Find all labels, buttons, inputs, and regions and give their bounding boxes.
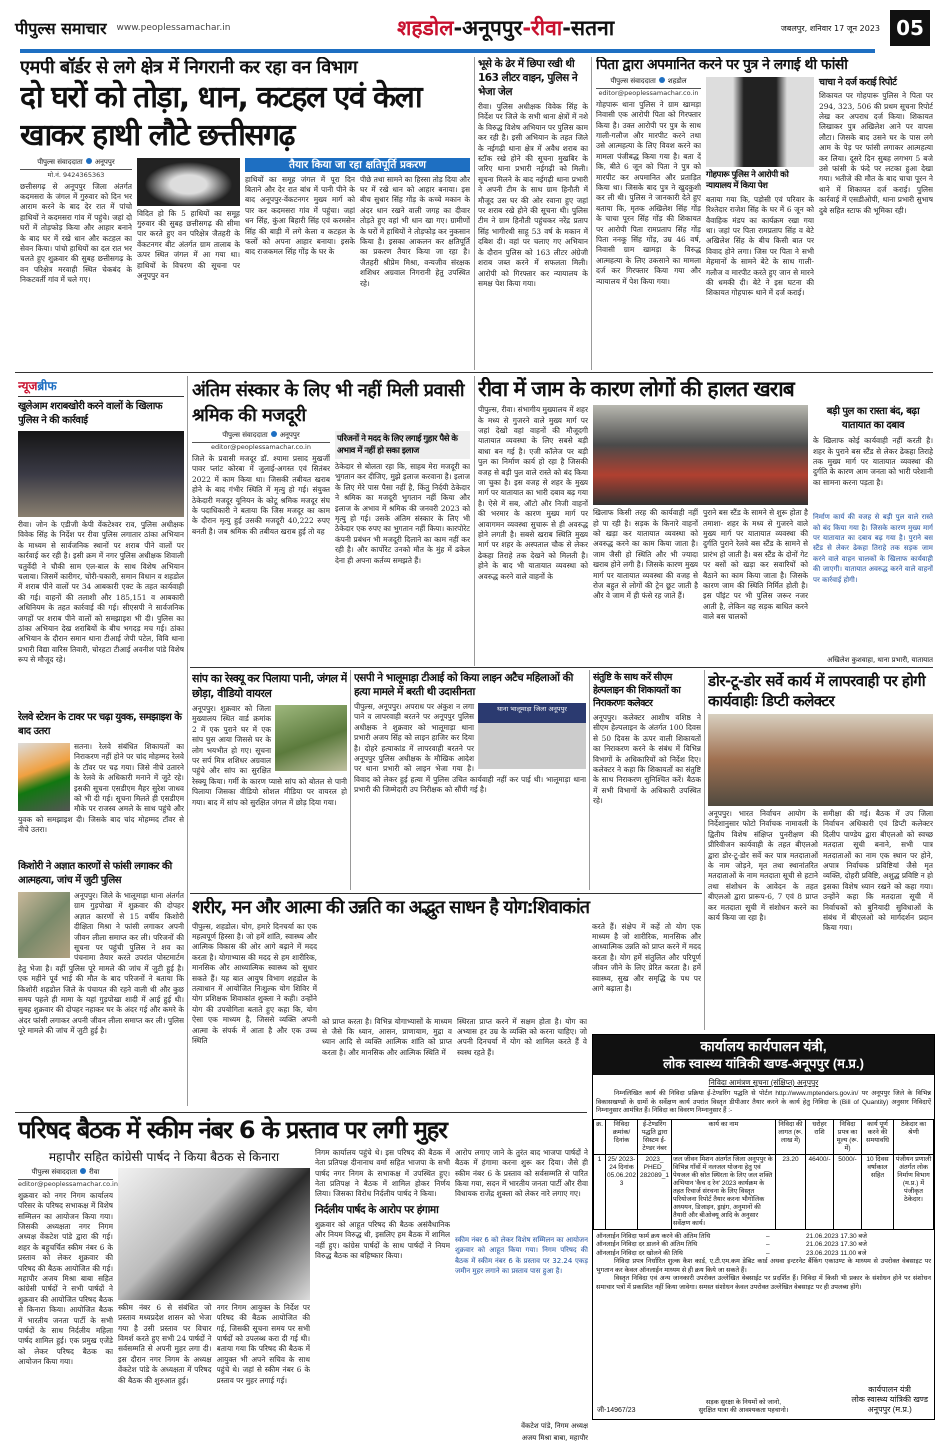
tender-table: [593, 1119, 934, 1230]
slogan-line: सड़क सुरक्षा के नियमों को जानो,: [705, 1399, 782, 1406]
council-story: [18, 1116, 588, 1443]
police-station-sign: थाना भालूमाड़ा जिला अनूपपुर: [497, 705, 567, 713]
brief-item-tower: [18, 742, 184, 857]
wages-subhead: परिजनों ने मदद के लिए लगाई गुहार पैसे के अभाव में नहीं हो सका इलाज: [335, 431, 470, 459]
door-body-col1: अनूपपुर। भारत निर्वाचन आयोग के निर्देशानुसार फोटो निर्वाचक नामावली के द्वितीय विशेष संक्षिप्त पुनरीक्षण की प्रीरिवीजन कार्यवाही के तहत बीएलओ द्वारा डोर-टू-डोर सर्वे कर पात्र मतदाताओं के नाम जोड़ने, मृत तथा स्थानांतरित मतदाताओं के नाम मतदाता सूची से हटाने तथा संशोधन के आवेदन के तहत बीएलओ द्वारा प्रारूप-6, 7 एवं 8 प्राप्त कर मतदाता सूची में संशोधन करने का कार्य किया जा रहा है।: [708, 809, 818, 923]
bullet-icon: [271, 431, 277, 437]
date-label: ऑनलाईन निविदा दर खोलने की तिथि: [596, 1249, 683, 1257]
liquor-body: रीवा। पुलिस अधीक्षक विवेक सिंह के निर्देश पर जिले के सभी थाना क्षेत्रों में नशे के विरुद्ध विशेष अभियान पर पुलिस काम कर रही है। इसी अभियान के तहत जिले के नईगढ़ी थाना क्षेत्र में अवैध शराब का स्टॉक रखे होने की सूचना मुखबिर के जरिए थाना प्रभारी नईगढ़ी को मिली। सूचना मिलने के बाद नईगढ़ी थाना प्रभारी ने अपनी टीम के साथ ग्राम हिनौती में मौजूद उस घर की ओर रवाना हुए जहां पर शराब रखे होने की सूचना थी। पुलिस टीम ने ग्राम हिनौती पहुंचकर नरेंद्र प्रताप सिंह भागीरथी साहू 53 वर्ष के मकान में दबिश दी। वहां पर चलाए गए अभियान के दौरान पुलिस को 163 लीटर अंग्रेजी शराब जब्त करने में सफलता मिली। आरोपी को गिरफ्तार कर न्यायालय के समक्ष पेश किया गया।: [478, 102, 588, 288]
table-row: [594, 1154, 934, 1229]
date-row: [596, 1250, 931, 1259]
cell: 1: [594, 1154, 606, 1229]
sp-story: [354, 671, 586, 890]
council-photo: [118, 1168, 310, 1300]
lead-body-col3: हाथियों का समूह जंगल में पूरा दिन बिताने और देर रात बांध में पानी पीने के बाद अनूपपुर-वेंकटनगर मुख्य मार्ग को पार कर कदमसरा गांव में पहुंचा। जहां धन सिंह, कुंआ बिहारी सिंह एवं करमसेन सिंह की बाड़ी में लगे केला व कटहल के फलों को अपना आहार बनाया। इसके बाद राजकमल सिंह गोंड़ के घर के: [245, 174, 355, 257]
wages-headline: अंतिम संस्कार के लिए भी नहीं मिली प्रवासी श्रमिक की मजदूरी: [192, 380, 465, 426]
brief-headline: किशोरी ने अज्ञात कारणों से फांसी लगाकर की आत्महत्या, जांच में जुटी पुलिस: [18, 861, 172, 886]
lead-body-col4: पीछे तथा सामने का हिस्सा तोड़ दिया और घर में रखे धान को आहार बनाया। इस बीच सुधार सिंह गोंड़ के कच्चे मकान के अंदर धान रखने वाली जगह का दीवार तोड़ते हुए वहां भी धान खा गए। ग्रामीणों के घरों में हाथियों ने तोड़फोड़ कर नुकसान किया है। इसका आकलन कर क्षतिपूर्ति का प्रकरण तैयार किया जा रहा है। जैतहरी श्रीप्रेम मिश्रा, वन्यजीव संरक्षक शशिधर अग्रवाल निगरानी हेतु उपस्थित रहे।: [360, 174, 470, 288]
section-title: [397, 14, 614, 42]
label-part: न्यूज: [18, 379, 38, 393]
byline-place: रीवा: [89, 1167, 100, 1176]
rewa-subhead: बड़ी पुल का रास्ता बंद, बढ़ा यातायात का दबाव: [826, 406, 920, 432]
byline-name: पीपुल्स संवाददाता: [610, 76, 656, 85]
council-headline: परिषद बैठक में स्कीम नंबर 6 के प्रस्ताव पर लगी मुहर: [18, 1116, 447, 1144]
door-body-col2: समीक्षा की गई। बैठक में उप जिला निर्वाचन अधिकारी एवं डिप्टी कलेक्टर दिलीप पाण्डेय द्वारा बीएलओ को स्वच्छ मतदाता सूची बनाने, सभी पात्र मतदाताओं का नाम एक स्थान पर होने, अपात्र निर्वाचक प्रविष्टियां जैसे मृत व्यक्ति, दोहरी प्रविष्टि, अशुद्ध प्रविष्टि न हो इसका विशेष ध्यान रखने को कहा गया। उन्होंने कहा कि मतदाता सूची में निर्वाचकों को बुनियादी सुविधाओं के संबंध में बीएलओ को मार्गदर्शन प्रदान किया गया।: [823, 809, 933, 933]
col-header: कार्य पूर्ण करने की समयावधि: [862, 1119, 894, 1154]
council-byline: [18, 1167, 118, 1188]
helpline-story: [593, 671, 701, 890]
date-row: [596, 1241, 931, 1250]
dash: –: [766, 1232, 770, 1240]
section-part: -रीवा: [522, 16, 563, 40]
ad-code: जी-14967/23: [597, 1407, 636, 1414]
rewa-body-col1: पीपुल्स, रीवा। संभागीय मुख्यालय में शहर के मध्य से गुजरने वाले मुख्य मार्ग पर जहां देखो वहां वाहनों की मौजूदगी यातायात व्यवस्था के लिए सबसे बड़ी बाधा बन गई है। एजी कॉलेज पर बड़ी पुल का निर्माण कार्य हो रहा है जिसकी वजह से बड़ी पुल वाले रास्ते को बंद किया जा चुका है। इस वजह से शहर के मुख्य मार्ग पर यातायात का भारी दबाव बढ़ गया है। ऐसे में सब, ऑटो और निजी वाहनों की भरमार के कारण मुख्य मार्ग पर आवागमन व्यवस्था सुचारू से ही अवरुद्ध होने लगती है। सबसे खराब स्थिति मुख्य मार्ग पर शहर के अस्पताल चौक से लेकर ढेकहा तिराहे तक देखने को मिलती है। होने के बाद भी यातायात व्यवस्था को अवरुद्ध करने वाले वाहनों के: [478, 405, 588, 581]
cell: 5000/-: [834, 1154, 862, 1229]
rewa-quote-by: अखिलेश कुशवाहा, थाना प्रभारी, यातायात: [826, 656, 933, 664]
yoga-body-col4: करते हैं। संक्षेप में कहें तो योग एक माध्यम है जो शारीरिक, मानसिक और आध्यात्मिक उन्नति को प्राप्त करने में मदद करता है। योग हमें संतुलित और परिपूर्ण जीवन जीने के लिए प्रेरित करता है। हमें स्वास्थ्य, सुख और समृद्धि के पथ पर आगे बढ़ाता है।: [592, 921, 701, 994]
suicide-body-col1: गोहपारू थाना पुलिस ने ग्राम खामड़ा निवासी एक आरोपी पिता को गिरफ्तार किया है। उक्त आरोपी पर पुत्र के साथ गाली-गलौज और मारपीट करने तथा उसे आत्महत्या के लिए विवश करने का मामला पंजीबद्ध किया गया है। बता दें कि, बीते 6 जून को पिता ने पुत्र को मारपीट कर अपमानित और प्रताड़ित किया था। जिसके बाद पुत्र ने खुदकुशी कर ली थी। पुलिस ने जानकारी देते हुए बताया कि, मृतक अखिलेश सिंह गोंड़ के चाचा पूरन सिंह गोंड़ की शिकायत पर आरोपी पिता रामप्रताप सिंह गोंड़ पिता ननकू सिंह गोंड़, उम्र 46 वर्ष, निवासी ग्राम खामड़ा के विरुद्ध आत्महत्या के लिए उकसाने का मामला दर्ज कर गिरफ्तार किया गया और न्यायालय में पेश किया गया।: [596, 99, 701, 286]
cell: 2023_ PHED_ 282089_1: [638, 1154, 672, 1229]
bullet-icon: [80, 1168, 86, 1174]
brief-body: सतना। रेलवे संबंधित शिकायतों का निराकरण नहीं होने पर चांद मोहम्मद रेलवे के टॉवर पर चढ़ गया। जिसे नीचे उतारने के रेलवे के अधिकारी मनाने में जुटे रहे। इसकी सूचना एसडीएम मैहर सुरेश जाधव को भी दी गई। सूचना मिलते ही एसडीएम मौके पर राजस्व अमले के साथ पहुंचे और युवक को समझाइश दी। जिसके बाद चांद मोहम्मद टॉवर से नीचे उतरा।: [18, 742, 184, 835]
date-label: ऑनलाईन निविदा फार्म क्रय करने की अंतिम तिथि: [596, 1232, 711, 1240]
rewa-body-col2: खिलाफ किसी तरह की कार्यवाही नहीं हो पा रही है। सड़क के किनारे वाहनों को खड़ा कर यातायात व्यवस्था को अवरुद्ध करने का काम किया जाता है। जाम जैसी हो स्थिति और भी ज्यादा खराब होने लगी है। जिसके कारण मुख्य मार्ग पर यातायात व्यवस्था की वजह से रोज बहुत से लोगों की ट्रेन छूट जाती है और वे जाम में ही फंसे रह जाते हैं।: [593, 508, 698, 601]
bullet-icon: [659, 77, 665, 83]
suicide-headline: पिता द्वारा अपमानित करने पर पुत्र ने लगाई थी फांसी: [596, 57, 848, 73]
section-part: -सतना: [562, 16, 615, 40]
suicide-story: [596, 57, 933, 367]
byline-email[interactable]: editor@peoplessamachar.co.in: [598, 88, 699, 97]
brief-body: रीवा। जोन के एडीजी केपी वेंकटेश्वर राव, पुलिस अधीक्षक विवेक सिंह के निर्देश पर रीवा पुलिस लगातार ठांका अभियान के माध्यम से सार्वजनिक स्थानों पर शराब पीने वालों पर कार्रवाई कर रही है। इसी क्रम में नगर पुलिस अधीक्षक शिवाली चतुर्वेदी ने चौकी साम एल-बाल के साथ विशेष अभियान चलाया। जिसमें कारीगर, चोरी-चकारी, समान विधान व शहडोल में शराब पीने वालों पर 34 आबकारी एक्ट के तहत कार्यवाही की गई। वाहनों की तलाशी और 185,151 व आबकारी अधिनियम के तहत कार्रवाई की गई। सीएसपी ने सार्वजनिक जगहों पर शराब पीने वालों को समझाइश भी दी। पुलिस का ठांका अभियान देख शराबियों के बीच भगदड़ मच गई। ठांका अभियान के दौरान समान थाना टीआई जेपी पटेल, विवि थाना प्रभारी विद्या वारिस तिवारी, चोरहटा टीआई अवनीश पांडे विशेष रूप से मौजूद रहे।: [18, 520, 184, 665]
notice-intro: निम्नलिखित कार्य की निविदा प्रक्रिया ई-टेण्डरिंग पद्धति से पोर्टल http://www.mptenders.gov.in/ पर अनूपपुर जिले के विभिन्न विकासखण्डों के ग्रामों के सर्वेक्षण कार्य उपरांत विस्तृत डीपीआर तैयार करने के कार्य हेतु निविदा के (Bill of Quantity) अनुसार निविदाऐं निम्नानुसार आमंत्रित हैं। निविदा का विवरण निम्नानुसार हैं :-: [596, 1090, 931, 1114]
masthead: [15, 8, 930, 48]
rewa-body-col3: पुराने बस स्टैंड के सामने से शुरू होता है तमाशा- शहर के मध्य से गुजरने वाले मुख्य मार्ग पर यातायात व्यवस्था की दुर्गति पुराने रेलवे बस स्टैंड के सामने से प्रारंभ हो जाती है। बस स्टैंड के दोनों गेट पर बसों को खड़ा कर सवारियों को बैठाने का काम किया जाता है। जिसके कारण जाम की स्थिति निर्मित होती है। इस पॉइंट पर भी पुलिस जरूर नजर आती है, लेकिन वह सड़क बाधित करने वाले बस चालकों: [703, 508, 808, 622]
helpline-headline: संतुष्टि के साथ करें सीएम हेल्पलाइन की शिकायतों का निराकरणः कलेक्टर: [593, 672, 681, 709]
byline-place: अनूपपुर: [94, 157, 115, 166]
date-label: ऑनलाईन निविदा दर डालने की अंतिम तिथि: [596, 1241, 698, 1248]
brief-photo-tower: [18, 743, 70, 811]
page-number: 05: [890, 10, 930, 46]
helpline-body: अनूपपुर। कलेक्टर आशीष वशिष्ठ ने सीएम हेल्पलाइन के अंतर्गत 100 दिवस से 50 दिवस के ऊपर वाली शिकायतों का निराकरण करने के संबंध में विभिन्न विभागों के अधिकारियों को निर्देश दिए। कलेक्टर ने कहा कि शिकायतों का संतुष्टि के साथ निराकरण सुनिश्चित करें। बैठक में सभी विभागों के अधिकारी उपस्थित रहे।: [593, 713, 701, 806]
slogan-line: सुरक्षित यात्रा की आवश्यकता पहचानो।: [698, 1407, 789, 1414]
byline-place: अनूपपुर: [279, 431, 300, 439]
logo: पीपुल्स समाचार: [15, 19, 107, 38]
wages-body-col2: ठेकेदार से बोलता रहा कि, साहब मेरा मजदूरी का भुगतान कर दीजिए, मुझे इलाज करवाना है। इलाज के लिए मेरे पास पैसा नहीं है, किंतु निर्दयी ठेकेदार ने श्रमिक का मजदूरी भुगतान नहीं किया और इलाज के अभाव में श्रमिक की जनवरी 2023 को मृत्यु हो गई। उसके अंतिम संस्कार के लिए भी ठेकेदार एक रुपए का भुगतान नहीं किया। कारपोरेट कंपनी प्रबंधन भी मजदूरी दिलाने का काम नहीं कर रही है। और कार्पोरेट उनको मौत के मुंह में ढकेल देना ही अपना कर्तव्य समझते हैं।: [335, 462, 470, 565]
cell: 10 दिवस वर्षाकाल सहित: [862, 1154, 894, 1229]
ad-paragraph: विस्तृत निविदा एवं अन्य जानकारी उपरोक्त उल्लेखित वेबसाईट पर प्रदर्शित हैं। निविदा में किसी भी प्रकार के संशोधन होने पर संशोधन समाचार पत्रों में प्रकाशित नहीं किया जावेगा। समस्त संशोधन केवल उपरोक्त उल्लेखित वेबसाइट पर ही उपलब्ध होंगे।: [596, 1275, 931, 1291]
ad-dates: [593, 1230, 934, 1259]
col-header: ई-टेण्डरिंग पद्धति द्वारा सिस्टम ई-टेण्डर नंबर: [638, 1119, 672, 1154]
brief-headline: खुलेआम शराबखोरी करने वालों के खिलाफ पुलिस ने की कार्रवाई: [18, 401, 163, 426]
wages-body-col1: जिले के प्रवासी मजदूर डॉ. श्यामा प्रसाद मुखर्जी पावर प्लांट कोरबा में जुलाई-अगस्त एवं सितंबर 2022 में काम किया था। जिसकी तबीयत खराब होने के बाद गंभीर स्थिति में मृत्यु हो गई। संयुक्त ठेकेदारी मजदूर यूनियन के कोटू श्रमिक मजदूर संघ के पदाधिकारी ने बताया कि जिस मजदूर का काम के दौरान मृत्यु हुई उसकी मजदूरी 40,222 रुपए बनती है। जब श्रमिक की तबीयत खराब हुई तो वह: [192, 454, 330, 536]
byline-email[interactable]: editor@peoplessamachar.co.in: [211, 443, 311, 451]
council-quote2-by: अजय मिश्रा बाबा, महापौर: [521, 1434, 588, 1442]
cell: 23.20: [776, 1154, 806, 1229]
website[interactable]: www.peoplessamachar.in: [116, 23, 231, 33]
ad-signature: [851, 1385, 928, 1415]
sp-headline: एसपी ने भालूमाड़ा टीआई को किया लाइन अटैच महिलाओं की हत्या मामले में बरती थी उदासीनता: [354, 672, 573, 698]
section-part: -अनूपपुर: [453, 16, 523, 40]
date-value: 21.06.2023 17.30 बजे: [806, 1241, 867, 1248]
ad-slogan: [699, 1399, 789, 1415]
suicide-photo: [706, 77, 814, 167]
dash: –: [766, 1241, 770, 1248]
suicide-byline: [596, 77, 701, 97]
lead-byline: [20, 158, 132, 179]
byline-place: शहडोल: [667, 76, 687, 85]
council-subhead: महापौर सहित कांग्रेसी पार्षद ने किया बैठक से किनारा: [48, 1149, 280, 1164]
label-part: ब्रीफ: [37, 379, 57, 393]
byline-name: पीपुल्स संवाददाता: [222, 431, 268, 439]
cell: 25/ 2023-24 दिनांक 05.06.2023: [606, 1154, 638, 1229]
council-quote2: शुक्रवार को आहूत परिषद की बैठक असंवैधानिक और नियम विरुद्ध थी, इसलिए हम बैठक में शामिल नहीं हुए। कांग्रेस पार्षदों के साथ पार्षदों ने नियम विरुद्ध बैठक का बहिष्कार किया।: [315, 1219, 450, 1261]
lead-box-title: तैयार किया जा रहा क्षतिपूर्ति प्रकरण: [245, 158, 470, 172]
council-body-col4: निगम कार्यालय पहुंचे थे। इस परिषद की बैठक में नेता प्रतिपक्ष दीनानाथ वर्मा सहित भाजपा के सभी पार्षद नगर निगम के सभाकक्ष में उपस्थित हुए। नेता प्रतिपक्ष ने बैठक में शामिल होकर निर्णय लिया। जिसका विरोध निर्दलीय पार्षद ने किया।: [315, 1147, 450, 1199]
byline-name: पीपुल्स संवाददाता: [37, 157, 83, 166]
col-header: निविदा क्रमांक/ दिनांक: [606, 1119, 638, 1154]
council-body-col1: शुक्रवार को नगर निगम कार्यालय परिसर के परिषद सभाकक्ष में विशेष सम्मिलन का आयोजन किया गया। जिसकी अध्यक्षता नगर निगम अध्यक्ष वेंकटेश पांडे द्वारा की गई। शहर के बहुचर्चित स्कीम नंबर 6 के प्रस्ताव को लेकर शुक्रवार की परिषद की बैठक आयोजित की गई। महापौर अजय मिश्रा बाबा सहित कांग्रेसी पार्षदों ने सभी पार्षदों ने शुक्रवार की आयोजित परिषद बैठक से किनारा किया। आयोजित बैठक में भारतीय जनता पार्टी के सभी पार्षदों के साथ निर्दलीय महिला पार्षद शामिल हुई। एक प्रमुख एजेंडे को लेकर परिषद बैठक का आयोजन किया गया।: [18, 1190, 113, 1367]
news-brief: [18, 377, 184, 1106]
wages-story: [192, 378, 470, 665]
sign-line: कार्यपालन यंत्री: [868, 1385, 911, 1394]
cell: 46400/-: [806, 1154, 834, 1229]
col-header: धरोहर राशि: [806, 1119, 834, 1154]
ad-title: कार्यालय कार्यपालन यंत्री,: [700, 1038, 827, 1054]
snake-story: [192, 671, 347, 890]
brief-photo-police: [18, 431, 184, 517]
brief-photo-girl: [18, 892, 70, 958]
council-subhead2: निर्दलीय पार्षद के आरोप पर हंगामा: [315, 1203, 439, 1216]
council-body-col2: स्कीम नंबर 6 से संबंधित जो प्रस्ताव मध्यप्रदेश शासन को भेजा गया है उसी प्रस्ताव पर विचार विमर्श करते हुए सभी 24 पार्षदों ने सर्वसम्मति से अपनी मुहर लगा दी। इस दौरान नगर निगम के अध्यक्ष वेंकटेश पांडे के अध्यक्षता में परिषद की बैठक की शुरुआत हुई।: [118, 1302, 212, 1385]
sp-item: [354, 702, 586, 890]
rewa-quote: निर्माण कार्य की वजह से बड़ी पुल वाले रास्ते को बंद किया गया है। जिसके कारण मुख्य मार्ग पर यातायात का दबाव बढ़ गया है। पुराने बस स्टैंड से लेकर ढेकहा तिराहे तक सड़क जाम करने वाले वाहन चालकों के खिलाफ कार्यवाही की जाएगी। यातायात अवरुद्ध करने वाले वाहनों पर कार्रवाई होगी।: [813, 513, 933, 584]
suicide-caption: गोहपारू पुलिस ने आरोपी को न्यायालय में किया पेश: [706, 169, 789, 191]
col-header: कार्य का नाम: [672, 1119, 776, 1154]
snake-body: अनूपपुर। शुक्रवार को जिला मुख्यालय स्थित वार्ड क्रमांक 2 में एक पुराने घर में एक सांप घुस आया जिससे घर के लोग भयभीत हो गए। सूचना पर सर्प मित्र शशिधर अग्रवाल पहुंचे और सांप का सुरक्षित रेस्क्यू किया। गर्मी के कारण प्यासे सांप को बोतल से पानी पिलाया जिसका वीडियो सोशल मीडिया पर वायरल हो गया। बाद में सांप को सुरक्षित जंगल में छोड़ दिया गया।: [192, 704, 347, 807]
ad-header: [593, 1035, 934, 1075]
suicide-body-col2: बताया गया कि, पड़ोसी एवं परिवार के रिश्तेदार राजेश सिंह के घर में 6 जून को वैवाहिक मंडप का कार्यक्रम रखा गया था। जहां पर पिता रामप्रताप सिंह व बेटे अखिलेश सिंह के बीच किसी बात पर विवाद होने लगा। जिस पर पिता ने सभी मेहमानों के सामने बेटे के साथ गाली-गलौज व मारपीट करते हुए जान से मारने की धमकी दी। बेटे ने इस घटना की शिकायत गोहपारू थाने में दर्ज कराई।: [706, 194, 814, 298]
rewa-body-col4: के खिलाफ कोई कार्यवाही नहीं करती है। शहर के पुराने बस स्टैंड से लेकर ढेकहा तिराहे तक मुख्य मार्ग पर यातायात व्यवस्था की दुर्गति के कारण आम जनता को भारी परेशानी का सामना करना पड़ता है।: [813, 436, 933, 487]
tender-advertisement: [592, 1034, 935, 1420]
snake-headline: सांप का रेस्क्यू कर पिलाया पानी, जंगल में छोड़ा, वीडियो वायरल: [192, 672, 347, 700]
yoga-body-col3: स्थिरता प्राप्त करने में सक्षम होता है। योग का अभ्यास हर उम्र के व्यक्ति को करना चाहिए। जो अपनी दिनचर्या में योग को शामिल करते हैं वे स्वस्थ रहते हैं।: [457, 1016, 587, 1057]
rewa-traffic-photo: [593, 405, 808, 505]
brief-item-girl: [18, 891, 184, 1106]
masthead-rule: [20, 49, 875, 53]
ad-paragraph: निविदा प्रपत्र निर्धारित शुल्क कैश कार्ड, ए.टी.एम.कम डेबिट कार्ड अथवा इन्टरनेट बैंकिंग एकाउण्ट के माध्यम से उपरोक्त वेबसाइट पर भुगतान कर केवल ऑनलाईन माध्यम से ही क्रय किये जा सकते हैं।: [596, 1258, 931, 1274]
lead-body-col1: छत्तीसगढ़ से अनूपपुर जिला अंतर्गत कदमसरा के जंगल में गुरुवार को दिन भर आराम करने के बाद देर रात में पांचो हाथियों ने कदमसरा गांव में पहुंचे। जहां दो घरों में तोड़फोड़ किया और आहार बनाने के बाद घर में रखे धान और कटहल का सेवन किया। पांचो हाथियों का दल रात भर चलते हुए शुक्रवार की सुबह छत्तीसगढ़ के वन परिक्षेत्र मरवाही स्थित चेकबंद के निकटवर्ती गांव में चले गए।: [20, 181, 132, 285]
col-header: निविदा प्रपत्र का मूल्य (रू. में): [834, 1119, 862, 1154]
col-header: ठेकेदार का श्रेणी: [894, 1119, 934, 1154]
date-value: 23.06.2023 11.00 बजे: [806, 1249, 867, 1257]
lead-story: [20, 57, 470, 367]
cell: पंजीयन प्रणाली अंतर्गत लोक निर्माण विभाग (म.प्र.) में पंजीकृत ठेकेदार।: [894, 1154, 934, 1229]
brief-body: अनूपपुर। जिले के भालूमाड़ा थाना अंतर्गत ग्राम गुड़पोखा में शुक्रवार की दोपहर अज्ञात कारणों से 15 वर्षीय किशोरी दीक्षिता मिश्रा ने फांसी लगाकर अपनी जीवन लीला समाप्त कर ली। परिजनों की सूचना पर पहुंची पुलिस ने शव का पंचनामा तैयार करते उपरांत पोस्टमार्टम हेतु भेजा है। वहीं पुलिस पूरे मामले की जांच में जुटी हुई है। एक महीने पूर्व भाई की मौत के बाद परिजनों ने बताया कि किशोरी शहडोल जिले के पंचायत की रहने वाली थी और कुछ समय पहले ही मामा के यहां गुड़पोखा शादी में आई हुई थी। सुबह शुक्रवार की दोपहर नहाकर घर के अंदर गई और कमरे के अंदर फांसी लगाकर अपनी जीवन लीला समाप्त कर ली। पुलिस पूरे मामले की जांच में जुटी हुई है।: [18, 891, 184, 1036]
byline-email[interactable]: editor@peoplessamachar.co.in: [18, 1179, 118, 1188]
sp-police-station-photo: [478, 703, 586, 769]
snake-photo: [275, 705, 347, 771]
lead-headline: दो घरों को तोड़ा, धान, कटहल एवं केला खाकर हाथी लौटे छत्तीसगढ़: [20, 79, 422, 153]
snake-item: [192, 704, 347, 890]
section-part: शहडोल: [397, 16, 454, 40]
council-body-col3: नगर निगम आयुक्त के निर्देश पर परिषद की बैठक आयोजित की गई, जिसकी सूचना समय पर सभी पार्षदों को उपलब्ध करा दी गई थी। बताया गया कि परिषद की बैठक में आयुक्त भी अपने सचिव के साथ पहुंचे थे। जहां से स्कीम नंबर 6 के प्रस्ताव पर मुहर लगाई गई।: [216, 1302, 310, 1385]
door-meeting-photo: [708, 714, 933, 806]
bullet-icon: [86, 158, 92, 164]
ad-subtitle: लोक स्वास्थ्य यांत्रिकी खण्ड-अनूपपुर (म.प्र.): [663, 1056, 864, 1071]
dateline: जबलपुर, शनिवार 17 जून 2023: [780, 23, 880, 33]
suicide-subhead: चाचा ने दर्ज कराई रिपोर्ट: [819, 76, 897, 88]
council-body-col5: आरोप लगाए जाने के तुरंत बाद भाजपा पार्षदों ने बैठक में हंगामा करना शुरू कर दिया। जैसे ही स्कीम नंबर 6 के प्रस्ताव को सर्वसम्मति से पारित किया गया, सदन में भारतीय जनता पार्टी और रीवा विधायक राजेंद्र शुक्ला को लेकर नारे लगाए गए।: [455, 1147, 588, 1199]
col-header: क्र.: [594, 1119, 606, 1154]
news-brief-label: [18, 377, 184, 397]
wages-byline: [192, 431, 330, 451]
date-row: [596, 1233, 931, 1242]
yoga-headline: शरीर, मन और आत्मा की उन्नति का अद्भुत साधन है योग:शिवाकांत: [192, 897, 589, 918]
door-headline: डोर-टू-डोर सर्वे कार्य में लापरवाही पर होगी कार्यवाहीः डिप्टी कलेक्टर: [708, 672, 926, 710]
suicide-body-col3: शिकायत पर गोहपारू पुलिस ने पिता पर 294, 323, 506 की प्रथम सूचना रिपोर्ट लेख कर अपराध दर्ज किया। शिकायत लिखाकर पुत्र अखिलेश आने पर वापस लौटा। जिसके बाद उसने घर के पास लगे आम के पेड़ पर फांसी लगाकर आत्महत्या कर लिया। दूसरे दिन सुबह लगभग 5 बजे उसे फांसी के फंदे पर लटका हुआ देखा गया। भतीजे की मौत के बाद चाचा पूरन ने थाने में शिकायत दर्ज कराई। पुलिस कार्रवाई में एसडीओपी, थाना प्रभारी सुभाष दुबे सहित स्टाफ की भूमिका रही।: [819, 91, 933, 215]
rewa-headline: रीवा में जाम के कारण लोगों की हालत खराब: [478, 377, 794, 401]
lead-body-col2: विदित हो कि 5 हाथियों का समूह गुरुवार की सुबह छत्तीसगढ़ की सीमा पार करते हुए वन परिक्षेत्र जैतहरी के वेंकटनगर बीट अंतर्गत ग्राम तालाब के ऊपर स्थित जंगल में आ गया था। हाथियों के विचरण की सूचना पर अनूपपुर वन: [137, 208, 240, 281]
cell: जल जीवन मिशन अंतर्गत जिला अनूपपुर के विभिन्न गाँवों में नलजल योजना हेतु एवं पेयजल की स्रोत स्थिरता के लिए जल शक्ति अभियान 'कैच द रेन' 2023 कार्यक्रम के तहत रिचार्ज संरचना के लिए विस्तृत परियोजना रिपोर्ट तैयार करना भौगोलिक अध्ययन, डिजाइन, ड्राइंग, अनुमानों की तैयारी और बीओक्यू आदि के अनुसार सर्वेक्षण कार्य।: [672, 1154, 776, 1229]
council-quote: स्कीम नंबर 6 को लेकर विशेष सम्मिलन का आयोजन शुक्रवार को आहूत किया गया। निगम परिषद की बैठक में स्कीम नंबर 6 के प्रस्ताव पर 32.24 एकड़ जमीन मुहर लगाने का प्रस्ताव पास हुआ है।: [455, 1235, 588, 1276]
rewa-story: [478, 377, 933, 665]
col-header: निविदा की लागत (रू. लाख में): [776, 1119, 806, 1154]
sign-line: अनूपपुर (म.प्र.): [867, 1405, 912, 1414]
liquor-story: [478, 57, 588, 367]
yoga-body-col1: पीपुल्स, शहडोल। योग, हमारे दिनचर्या का एक महत्वपूर्ण हिस्सा है। जो हमें शांति, स्वास्थ्य और आत्मिक विकास की ओर आगे बढ़ाने में मदद करता है। योगाभ्यास की मदद से हम शारीरिक, मानसिक और आध्यात्मिक स्वास्थ्य को सुधार सकते हैं। यह बात आयुष विभाग शहडोल के तत्वाधान में आयोजित निःशुल्क योग शिविर में योग प्रशिक्षक शिवाकांत शुक्ला ने कही। उन्होंने योग की उपयोगिता बताते हुए कहा कि, योग ऐसा एक माध्यम है, जिससे व्यक्ति अपनी आत्मा के संपर्क में आता है और एक उच्च स्थिति: [192, 921, 317, 1046]
notice-title: निविदा आमंत्रण सूचना (संक्षिप्त) अनूपपुर: [708, 1078, 819, 1087]
yoga-body-col2: को प्राप्त करता है। विभिन्न योगाभ्यासों के माध्यम से जैसे कि ध्यान, आसन, प्राणायाम, मुद्रा व ध्यान आदि से व्यक्ति आत्मिक शांति को प्राप्त करता है। और मानसिक और आत्मिक स्थिति में: [322, 1016, 452, 1057]
lead-kicker: एमपी बॉर्डर से लगे क्षेत्र में निगरानी कर रहा वन विभाग: [20, 57, 358, 78]
sp-body: पीपुल्स, अनूपपुर। अपराध पर अंकुश न लगा पाने व लापरवाही बरतने पर अनूपपुर पुलिस अधीक्षक ने शुक्रवार को भालूमाड़ा थाना प्रभारी अजय सिंह को लाइन हाजिर कर दिया है। दोहरे हत्याकांड में लापरवाही बरतने पर अनूपपुर पुलिस अधीक्षक के मौखिक आदेश पर थाना प्रभारी को लाइन भेजा गया है। विवाद को लेकर हुई हत्या में पुलिस उचित कार्यवाही नहीं कर पाई थी। भालूमाड़ा थाना प्रभारी की जिम्मेदारी उप निरीक्षक को सौंपी गई है।: [354, 702, 586, 795]
liquor-headline: भूसे के ढेर में छिपा रखी थी 163 लीटर वाइन, पुलिस ने भेजा जेल: [478, 58, 578, 98]
elephant-photo: [137, 158, 240, 206]
byline-phone: मो.नं. 9424365363: [47, 170, 105, 179]
date-value: 21.06.2023 17.30 बजे: [806, 1232, 867, 1240]
door-story: [708, 671, 933, 1029]
sign-line: लोक स्वास्थ्य यांत्रिकी खण्ड: [851, 1395, 928, 1404]
ad-footer: [593, 1383, 934, 1419]
byline-name: पीपुल्स संवाददाता: [31, 1167, 78, 1176]
dash: –: [766, 1249, 770, 1257]
brief-headline: रेलवे स्टेशन के टावर पर चढ़ा युवक, समझाइश के बाद उतरा: [18, 712, 182, 737]
council-quote-by: वेंकटेश पांडे, निगम अध्यक्ष: [521, 1422, 588, 1430]
